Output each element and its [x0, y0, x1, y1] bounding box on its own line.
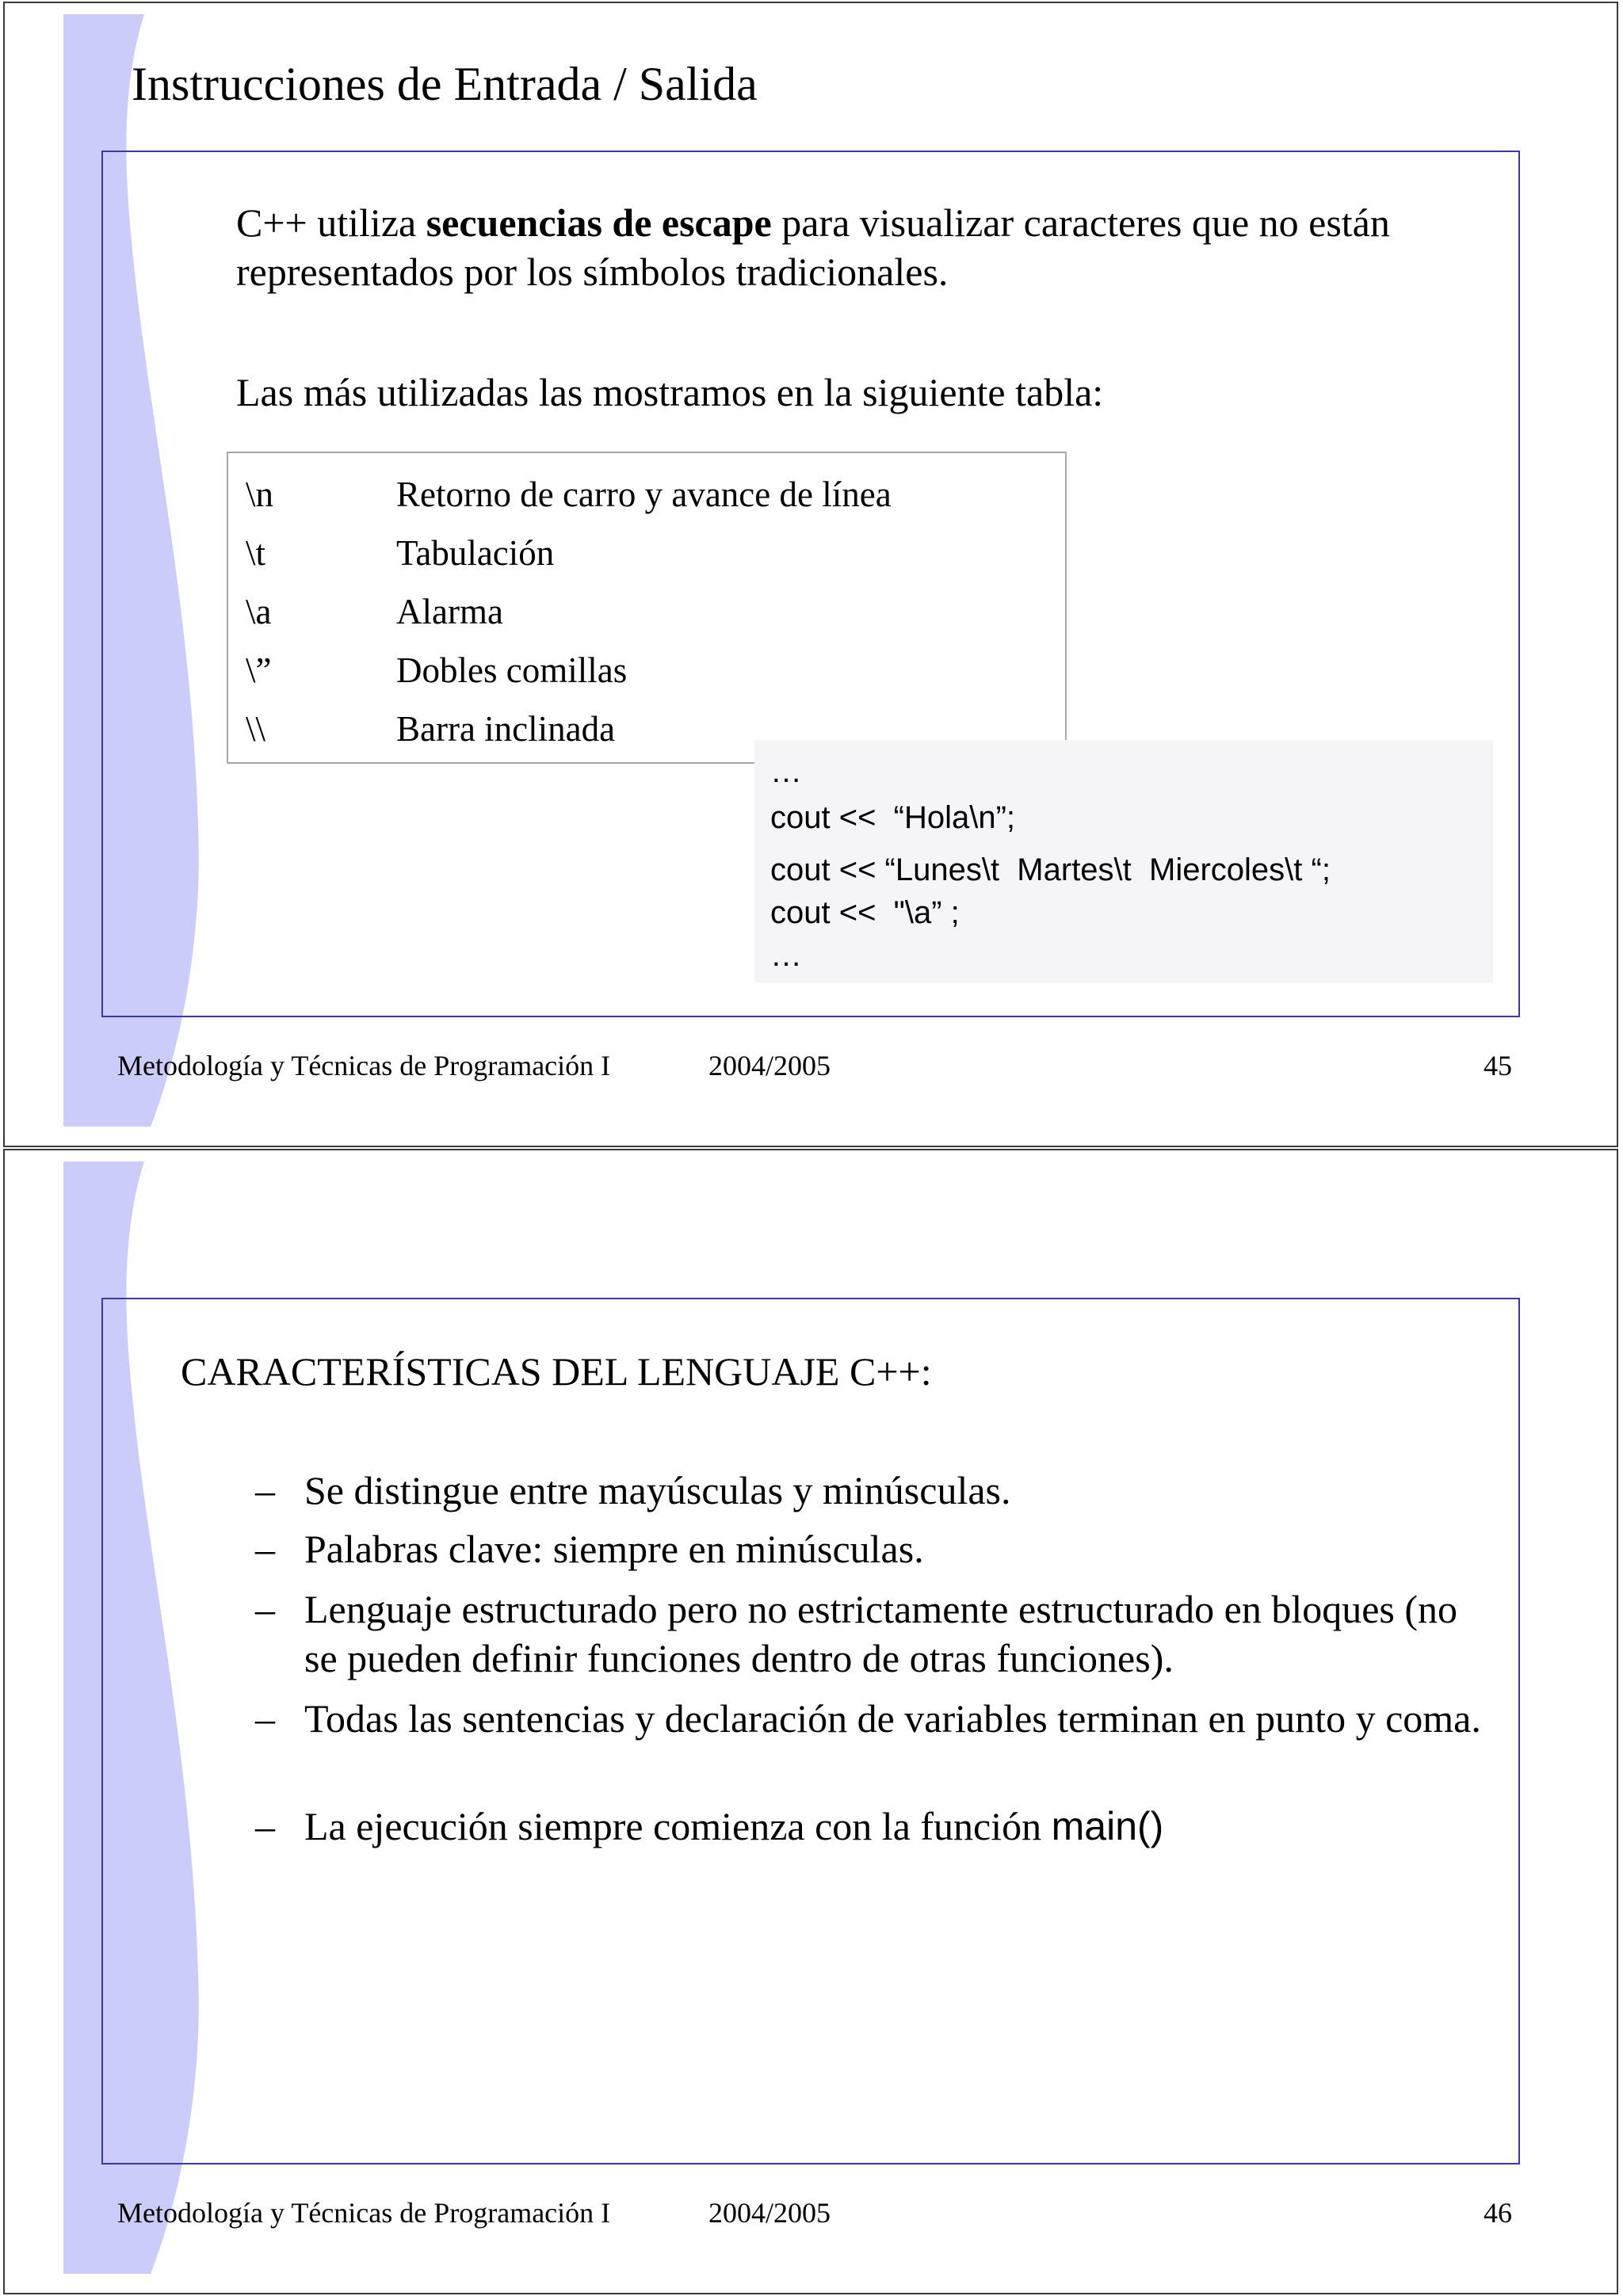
bullet-text: Palabras clave: siempre en minúsculas. — [304, 1527, 924, 1571]
escape-code: \n — [246, 475, 274, 514]
page-number: 45 — [1484, 1050, 1512, 1081]
intro-bold-term: secuencias de escape — [426, 200, 772, 245]
escape-description: Barra inclinada — [396, 709, 616, 749]
code-line: cout << “Lunes\t Martes\t Miercoles\t “; — [770, 852, 1331, 887]
main-function-name: main() — [1051, 1804, 1164, 1848]
bullet-text: Lenguaje estructurado pero no estrictamente estructurado en bloques (no se pueden definir funciones dentro de otras funciones). — [304, 1587, 1458, 1680]
dash-bullet: – — [255, 1804, 275, 1848]
section-heading: CARACTERÍSTICAS DEL LENGUAJE C++: — [181, 1349, 932, 1394]
slide-46 — [3, 1149, 1618, 2294]
code-line: cout << "\a” ; — [770, 895, 960, 930]
slide-title: Instrucciones de Entrada / Salida — [132, 58, 758, 110]
table-intro: Las más utilizadas las mostramos en la siguiente tabla: — [236, 370, 1104, 414]
escape-sequence-table — [227, 452, 1067, 764]
escape-description: Retorno de carro y avance de línea — [396, 475, 892, 514]
escape-code: \” — [246, 650, 272, 690]
page-number: 46 — [1484, 2197, 1512, 2229]
dash-bullet: – — [255, 1587, 275, 1631]
escape-description: Alarma — [396, 592, 503, 631]
code-line: cout << “Hola\n”; — [770, 800, 1016, 835]
dash-bullet: – — [255, 1696, 275, 1741]
footer-course: Metodología y Técnicas de Programación I — [117, 2197, 611, 2229]
footer-year: 2004/2005 — [708, 1050, 831, 1081]
bullet-text: Todas las sentencias y declaración de variables terminan en punto y coma. — [304, 1696, 1481, 1741]
intro-line-2: representados por los símbolos tradicionales. — [236, 250, 949, 294]
intro-line-1: C++ utiliza secuencias de escape para visualizar caracteres que no están — [236, 200, 1390, 245]
bullet-text: Se distingue entre mayúsculas y minúsculas. — [304, 1468, 1011, 1512]
code-example-box — [754, 740, 1493, 982]
escape-code: \t — [246, 533, 266, 573]
code-line: … — [770, 938, 802, 973]
escape-description: Dobles comillas — [396, 650, 628, 690]
escape-description: Tabulación — [396, 533, 555, 573]
footer-course: Metodología y Técnicas de Programación I — [117, 1050, 611, 1081]
dash-bullet: – — [255, 1468, 275, 1512]
footer-year: 2004/2005 — [708, 2197, 831, 2229]
code-line: … — [770, 754, 802, 789]
escape-code: \\ — [246, 709, 266, 749]
bullet-text: La ejecución siempre comienza con la función main() — [304, 1804, 1164, 1848]
slide-45 — [3, 2, 1618, 1147]
escape-code: \a — [246, 592, 272, 631]
dash-bullet: – — [255, 1527, 275, 1571]
